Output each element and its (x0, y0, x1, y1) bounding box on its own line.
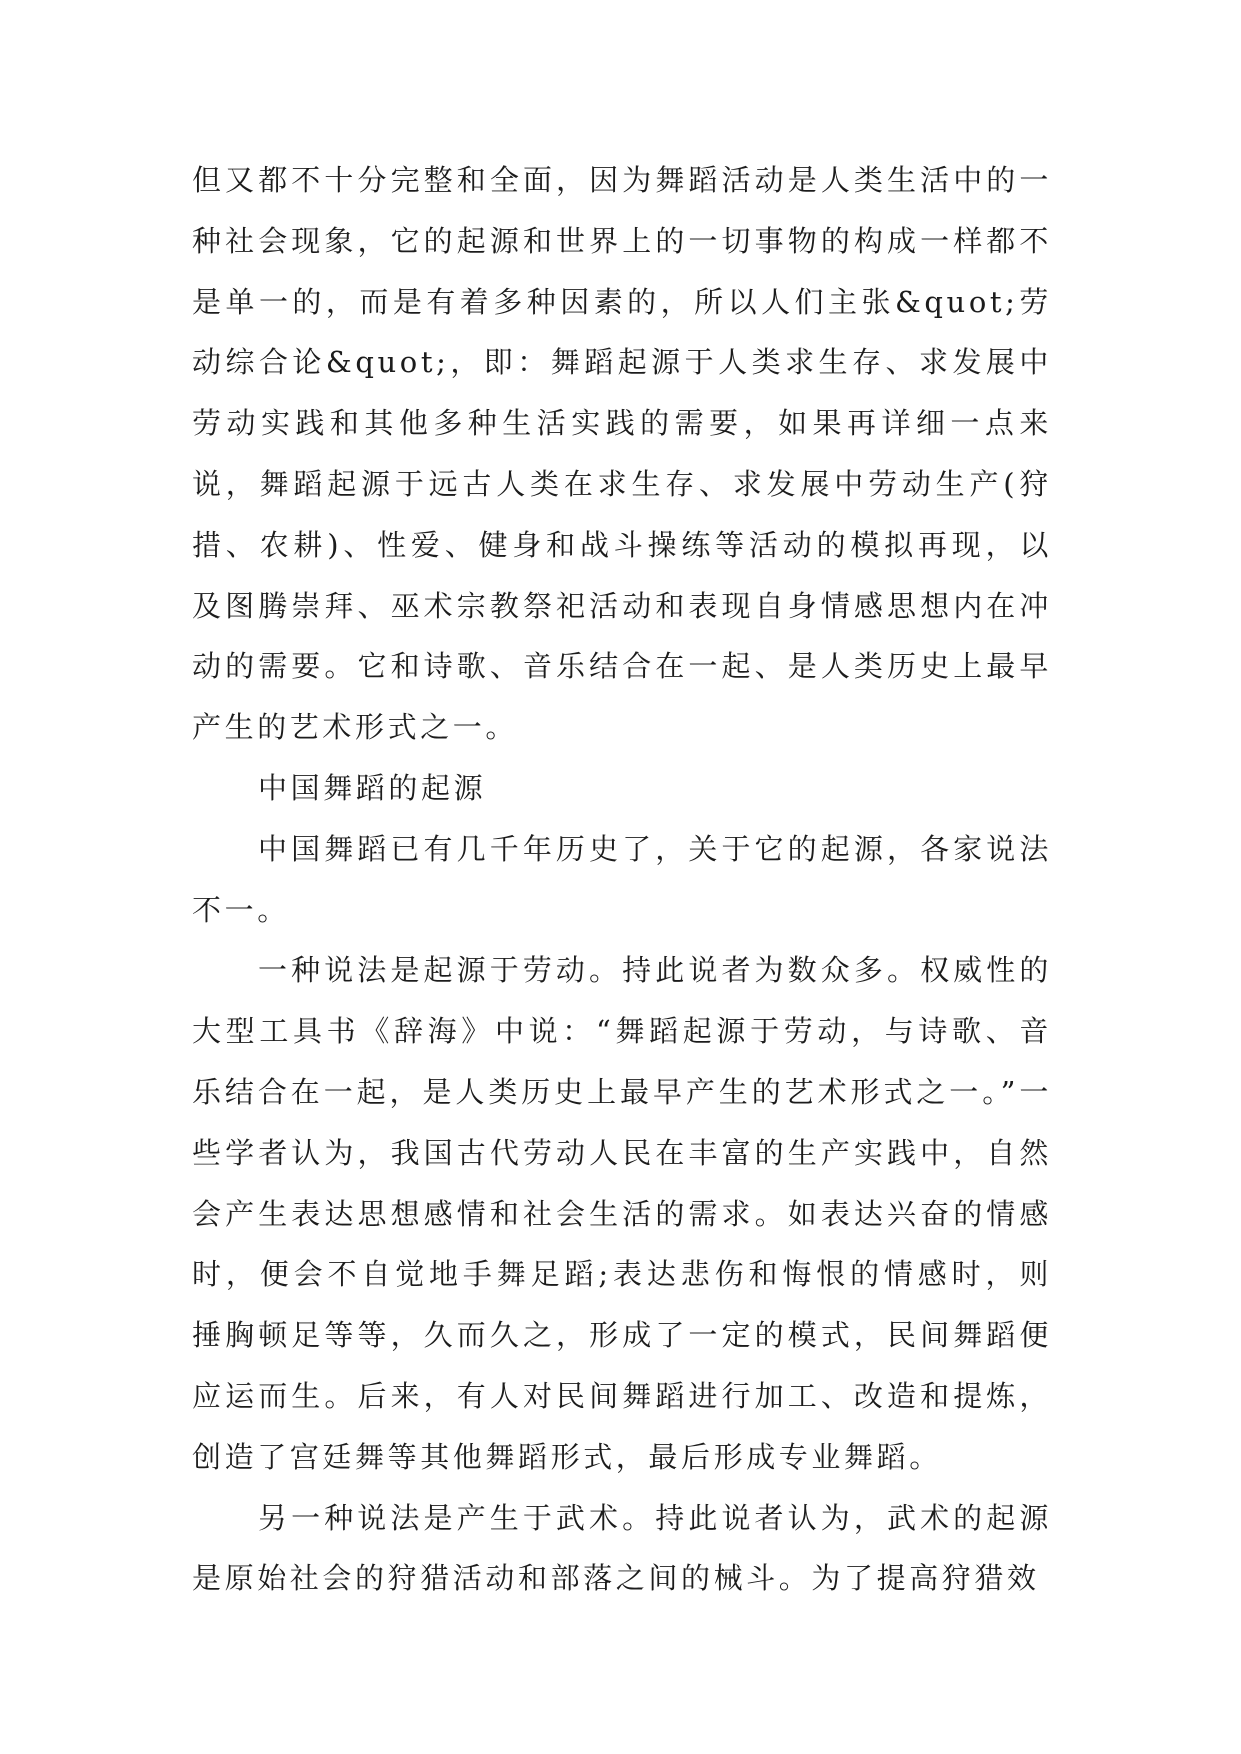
paragraph-dance-origin-theory: 但又都不十分完整和全面，因为舞蹈活动是人类生活中的一种社会现象，它的起源和世界上的一切事物的构成一样都不是单一的，而是有着多种因素的，所以人们主张&quot;劳动综合论&quot;，即：舞蹈起源于人类求生存、求发展中劳动实践和其他多种生活实践的需要，如果再详细一点来说，舞蹈起源于远古人类在求生存、求发展中劳动生产(狩措、农耕)、性爱、健身和战斗操练等活动的模拟再现，以及图腾崇拜、巫术宗教祭祀活动和表现自身情感思想内在冲动的需要。它和诗歌、音乐结合在一起、是人类历史上最早产生的艺术形式之一。 (192, 163, 1052, 745)
section-heading-chinese-dance-origin: 中国舞蹈的起源 (258, 770, 487, 805)
paragraph-labor-origin: 一种说法是起源于劳动。持此说者为数众多。权威性的大型工具书《辞海》中说：“舞蹈起源于劳动，与诗歌、音乐结合在一起，是人类历史上最早产生的艺术形式之一。”一些学者认为，我国古代劳动人民在丰富的生产实践中，自然会产生表达思想感情和社会生活的需求。如表达兴奋的情感时，便会不自觉地手舞足蹈;表达悲伤和悔恨的情感时，则捶胸顿足等等，久而久之，形成了一定的模式，民间舞蹈便应运而生。后来，有人对民间舞蹈进行加工、改造和提炼，创造了宫廷舞等其他舞蹈形式，最后形成专业舞蹈。 (192, 953, 1052, 1474)
paragraph-martial-arts-origin: 另一种说法是产生于武术。持此说者认为，武术的起源是原始社会的狩猎活动和部落之间的械斗。为了提高狩猎效 (192, 1500, 1052, 1596)
paragraph-chinese-dance-history: 中国舞蹈已有几千年历史了，关于它的起源，各家说法不一。 (192, 831, 1052, 927)
body-text (192, 150, 1052, 1609)
